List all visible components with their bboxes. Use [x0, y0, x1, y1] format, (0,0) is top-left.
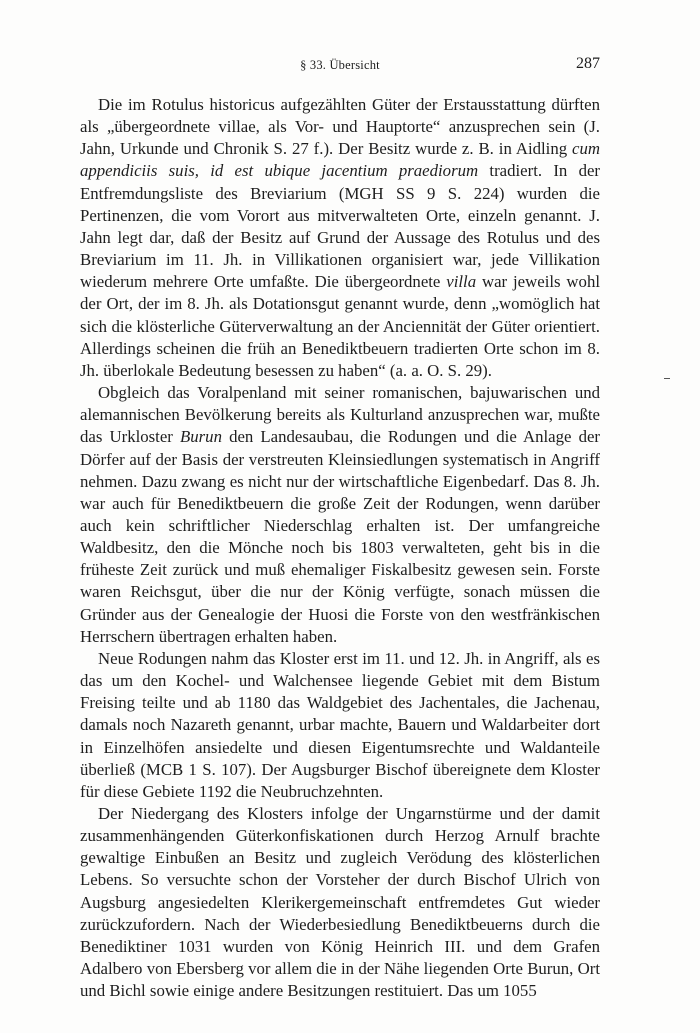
body-text	[80, 94, 600, 1002]
paragraph	[80, 382, 600, 648]
paragraph	[80, 94, 600, 382]
paragraph	[80, 648, 600, 803]
paragraph	[80, 803, 600, 1002]
page-header	[80, 55, 600, 79]
italic-term: villa	[446, 272, 477, 292]
text-run: tradiert. In der Entfremdungsliste des Breviarium (MGH SS 9 S. 224) wurden die Pertinenzen, die vom Vorort aus mitverwalteten Orte, einzeln genannt. J. Jahn legt dar, daß der Besitz auf Grund der Aussage des Rotulus und des Breviarium im 11. Jh. in Villikationen organisiert war, jede Villikation wiederum mehrere Orte umfaßte. Die übergeordnete	[80, 161, 601, 292]
italic-term: Burun	[180, 427, 222, 447]
latin-quote: cum appendiciis suis, id est ubique jacentium praediorum	[80, 139, 600, 181]
text-run: Die im Rotulus historicus aufgezählten Güter der Erstausstattung dürften als „übergeordnete villae, als Vor- und Hauptorte“ anzusprechen sein (J. Jahn, Urkunde und Chronik S. 27 f.). Der Besitz wurde z. B. in Aidling	[80, 95, 600, 159]
text-run: Obgleich das Voralpenland mit seiner romanischen, bajuwarischen und alemannischen Bevölkerung bereits als Kulturland anzusprechen war, mußte das Urkloster	[80, 383, 600, 447]
margin-mark	[664, 378, 670, 379]
page-number: 287	[576, 55, 600, 72]
text-run: Neue Rodungen nahm das Kloster erst im 11. und 12. Jh. in Angriff, als es das um den Kochel- und Walchensee liegende Gebiet mit dem Bistum Freising teilte und ab 1180 das Waldgebiet des Jachentales, die Jachenau, damals noch Nazareth genannt, urbar machte, Bauern und Waldarbeiter dort in Einzelhöfen ansiedelte und diesen Eigentumsrechte und Waldanteile überließ (MCB 1 S. 107). Der Augsburger Bischof übereignete dem Kloster für diese Gebiete 1192 die Neubruchzehnten.	[80, 648, 600, 801]
text-run: den Landesaubau, die Rodungen und die Anlage der Dörfer auf der Basis der verstreuten Kleinsiedlungen systematisch in Angriff nehmen. Dazu zwang es nicht nur der wirtschaftliche Eigenbedarf. Das 8. Jh. war auch für Benediktbeuern die große Zeit der Rodungen, wenn darüber auch kein schriftlicher Niederschlag erhalten ist. Der umfangreiche Waldbesitz, den die Mönche noch bis 1803 verwalteten, geht bis in die früheste Zeit zurück und muß ehemaliger Fiskalbesitz gewesen sein. Forste waren Reichsgut, über die nur der König verfügte, sonach müssen die Gründer aus der Genealogie der Huosi die Forste von den westfränkischen Herrschern übertragen erhalten haben.	[80, 427, 601, 646]
running-head: § 33. Übersicht	[300, 58, 380, 72]
text-run: Der Niedergang des Klosters infolge der Ungarnstürme und der damit zusammenhängenden Güterkonfiskationen durch Herzog Arnulf brachte gewaltige Einbußen an Besitz und zugleich Verödung des klösterlichen Lebens. So versuchte schon der Vorsteher der durch Bischof Ulrich von Augsburg angesiedelten Klerikergemeinschaft entfremdetes Gut wieder zurückzufordern. Nach der Wiederbesiedlung Benediktbeuerns durch die Benediktiner 1031 wurden von König Heinrich III. und dem Grafen Adalbero von Ebersberg vor allem die in der Nähe liegenden Orte Burun, Ort und Bichl sowie einige andere Besitzungen restituiert. Das um 1055	[80, 804, 600, 1001]
text-run: war jeweils wohl der Ort, der im 8. Jh. als Dotationsgut genannt wurde, denn „womöglich hat sich die klösterliche Güterverwaltung an der Anciennität der Güter orientiert. Allerdings scheinen die früh an Benediktbeuern tradierten Orte schon im 8. Jh. überlokale Bedeutung besessen zu haben“ (a. a. O. S. 29).	[80, 272, 600, 380]
